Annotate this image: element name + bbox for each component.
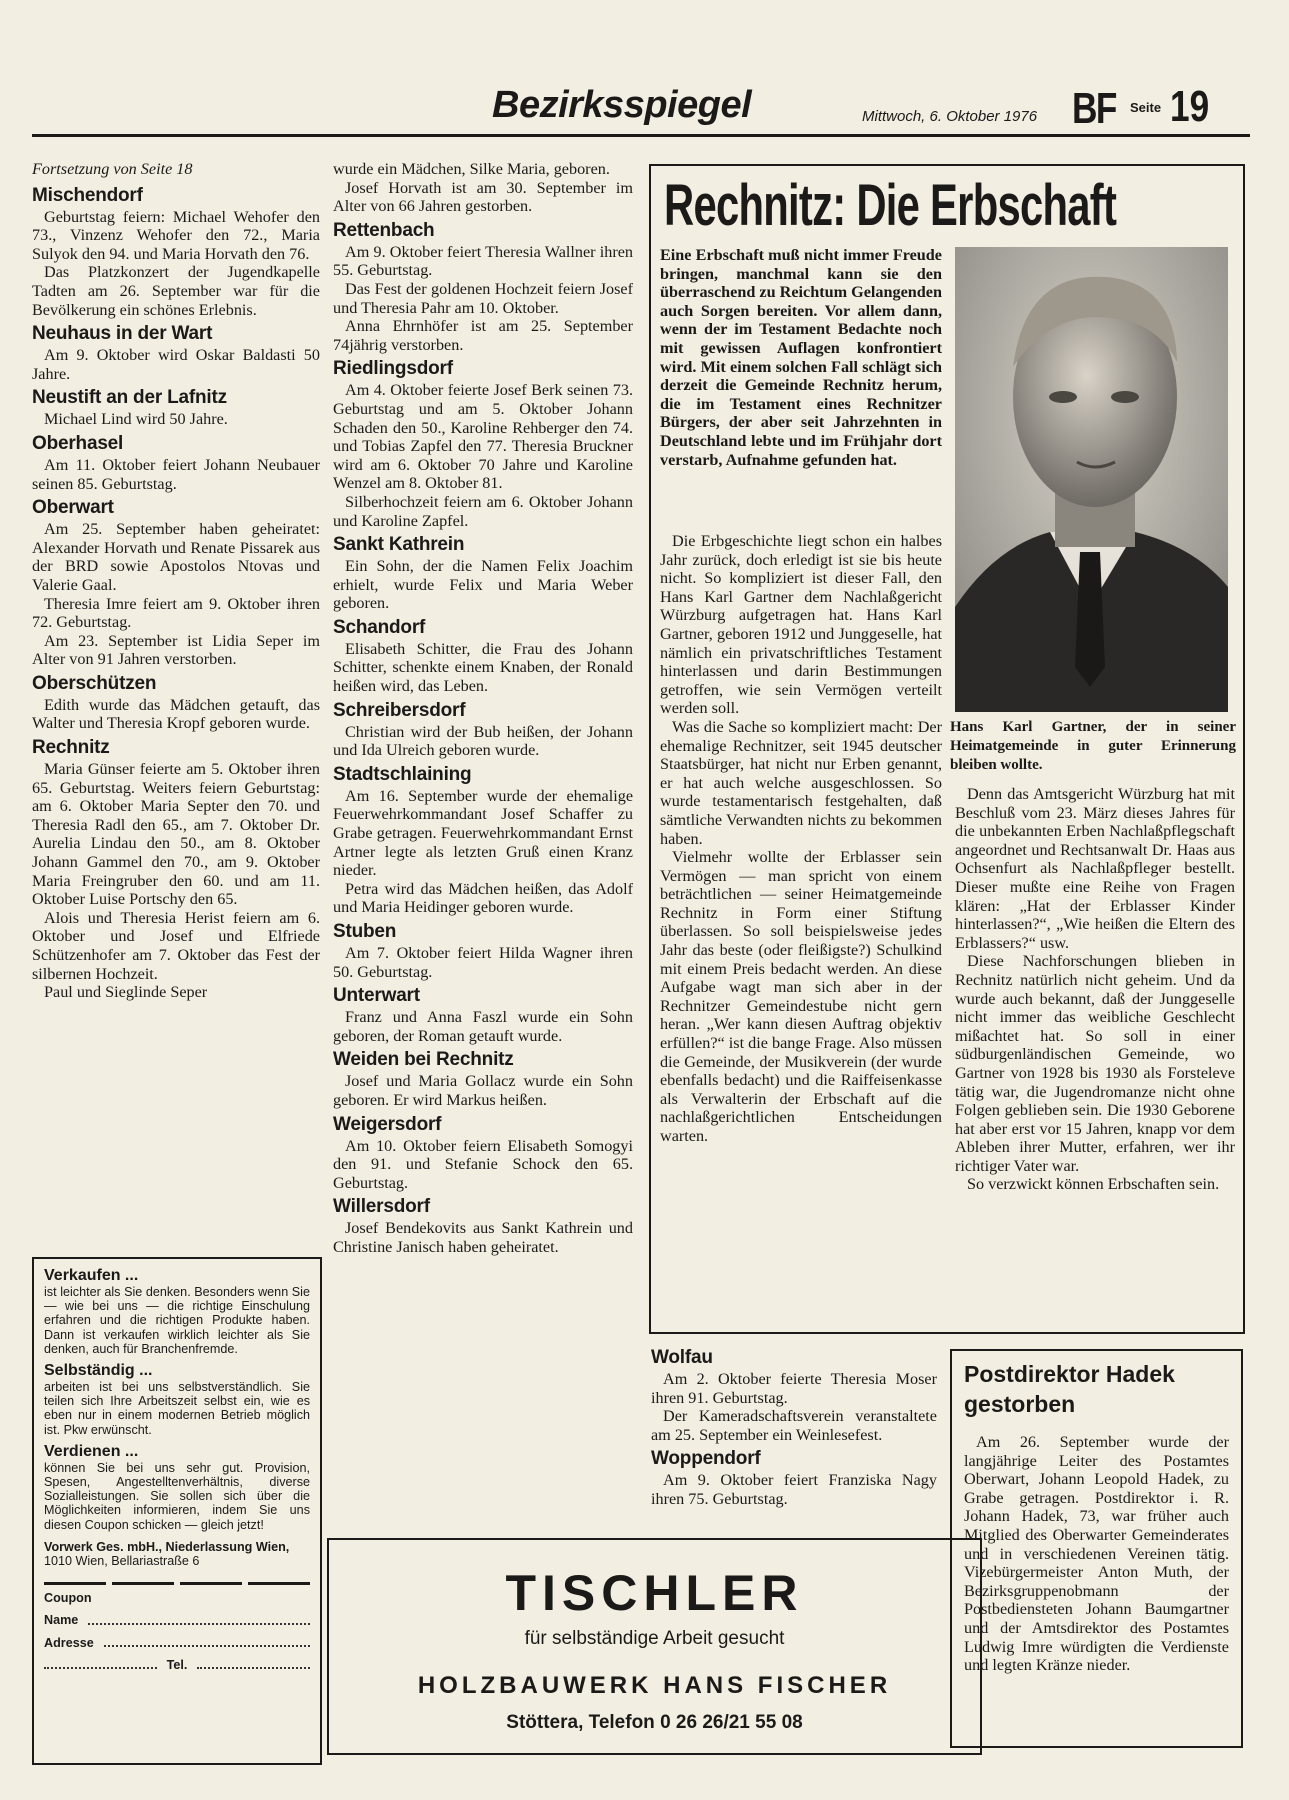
feature-body-left (660, 532, 942, 1146)
newspaper-logo: BF (1072, 84, 1116, 133)
paragraph: Das Fest der goldenen Hochzeit feiern Josef und Theresia Pahr am 10. Oktober. (333, 279, 633, 317)
paragraph: Josef und Maria Gollacz wurde ein Sohn geboren. Er wird Markus heißen. (333, 1072, 633, 1109)
paragraph: Am 26. September wurde der langjährige Leiter des Postamtes Oberwart, Johann Leopold Hadek, zu Grabe getragen. Postdirektor i. R. Johann Hadek, 73, war früher auch Mitglied des Oberwarter Gemeinderates und in verschiedenen Vereinen tätig. Vizebürgermeister Anton Muth, der Bezirksgruppenobmann der Postbediensteten Johann Baumgartner und der Amtsdirektor des Postamtes Ludwig Imre würdigten die Verdienste und legten Kränze nieder. (964, 1433, 1229, 1675)
feature-lead (660, 246, 942, 469)
locality-heading: Wolfau (651, 1347, 713, 1368)
paragraph: Vielmehr wollte der Erblasser sein Vermögen — man spricht von einem beträchtlichen — seiner Heimatgemeinde Rechnitz in Form einer Stiftung überlassen. So soll beispielsweise jedes Jahr das beste (oder fleißigste?) Schulkind mit einem Preis bedacht werden. An diese Aufgabe wagt man sich aber in der Rechnitzer Gemeindestube nicht gern heran. „Wer kann diesen Auftrag objektiv erfüllen?“ ist die bange Frage. Also müssen die Gemeinde, der Musikverein (der wurde ebenfalls bedacht) und die Raiffeisenkasse als Verwalterin der Erbschaft auf die nachlaßgerichtlichen Entscheidungen warten. (660, 848, 942, 1145)
ad-subtitle: für selbständige Arbeit gesucht (524, 1628, 785, 1649)
paragraph: Michael Lind wird 50 Jahre. (44, 410, 228, 429)
coupon-address-field[interactable] (44, 1636, 310, 1650)
paragraph: Ein Sohn, der die Namen Felix Joachim erhielt, wurde Felix und Maria Weber geboren. (333, 557, 633, 613)
coupon-name-field[interactable] (44, 1613, 310, 1627)
paragraph: Am 4. Oktober feierte Josef Berk seinen 73. Geburtstag und am 5. Oktober Johann Schaden den 50., Karoline Rehberger den 74. und Tobias Zapfel den 77. Theresia Bruckner wird am 6. Oktober 70 Jahre und Karoline Wenzel am 8. Oktober 81. (333, 381, 633, 493)
coupon-tel-label: Tel. (166, 1657, 188, 1672)
paragraph: wurde ein Mädchen, Silke Maria, geboren. (333, 160, 610, 178)
ad-contact: Stöttera, Telefon 0 26 26/21 55 08 (506, 1712, 803, 1733)
paragraph: So verzwickt können Erbschaften sein. (967, 1175, 1220, 1194)
feature-body-right (955, 785, 1235, 1194)
photo-caption: Hans Karl Gartner, der in seiner Heimatgemeinde in guter Erinnerung bleiben wollte. (950, 719, 1236, 773)
local-news-column-3 (651, 1343, 937, 1509)
vorwerk-advertisement (32, 1257, 322, 1765)
ad-address: 1010 Wien, Bellariastraße 6 (44, 1554, 200, 1569)
locality-heading: Neustift an der Lafnitz (32, 387, 227, 409)
newspaper-section-title: Bezirksspiegel (492, 84, 752, 126)
locality-heading: Weigersdorf (333, 1113, 442, 1135)
locality-heading: Oberschützen (32, 672, 157, 694)
ad-section-title: Verkaufen ... (44, 1267, 139, 1284)
locality-heading: Rechnitz (32, 737, 110, 759)
paragraph: Die Erbgeschichte liegt schon ein halbes Jahr zurück, doch erledigt ist sie bis heute nicht. So kompliziert ist dieser Fall, den Hans Karl Gartner dem Nachlaßgericht Würzburg aufgetragen hat. Hans Karl Gartner, geboren 1912 und Junggeselle, hat nämlich ein privatschriftliches Testament hinterlassen und darin Bestimmungen getroffen, wie sein Vermögen verteilt werden soll. (660, 532, 942, 718)
ad-section-text: arbeiten ist bei uns selbstverständlich. Sie teilen sich Ihre Arbeitszeit selbst ein, wie es eben nur in einem modernen Betrieb möglich ist. Pkw erwünscht. (44, 1380, 310, 1437)
ad-section (44, 1267, 310, 1356)
ad-section-text: können Sie bei uns sehr gut. Provision, Spesen, Angestelltenverhältnis, diverse Sozialleistungen. Sie sollen sich über die Möglichkeiten informieren, indem Sie uns diesen Coupon schicken — gleich jetzt! (44, 1460, 310, 1532)
paragraph: Theresia Imre feiert am 9. Oktober ihren 72. Geburtstag. (32, 594, 320, 632)
paragraph: Petra wird das Mädchen heißen, das Adolf und Maria Heidinger geboren wurde. (333, 879, 633, 917)
paragraph: Geburtstag feiern: Michael Wehofer den 73., Vinzenz Wehofer den 72., Maria Sulyok den 94. und Maria Horvath den 76. (32, 207, 320, 263)
paragraph: Am 7. Oktober feiert Hilda Wagner ihren 50. Geburtstag. (333, 944, 633, 981)
paragraph: Eine Erbschaft muß nicht immer Freude bringen, manchmal kann sie den überraschend zu Reichtum Gelangenden auch Sorgen bereiten. Vor allem dann, wenn der im Testament Bedachte noch mit gewissen Auflagen konfrontiert wird. Mit einem solchen Fall schlägt sich derzeit die Gemeinde Rechnitz herum, die im Testament eines Rechnitzer Bürgers, der aber seit Jahrzehnten in Deutschland lebte und im Frühjahr dort verstarb, Aufnahme gefunden hat. (660, 246, 942, 469)
locality-heading: Weiden bei Rechnitz (333, 1049, 514, 1071)
locality-heading: Schandorf (333, 616, 426, 638)
paragraph: Am 11. Oktober feiert Johann Neubauer seinen 85. Geburtstag. (32, 455, 320, 493)
issue-date: Mittwoch, 6. Oktober 1976 (862, 108, 1038, 125)
ad-section (44, 1443, 310, 1532)
paragraph: Franz und Anna Faszl wurde ein Sohn geboren, der Roman getauft wurde. (333, 1008, 633, 1045)
ad-section (44, 1362, 310, 1437)
locality-heading: Stuben (333, 921, 397, 942)
paragraph: Anna Ehrnhöfer ist am 25. September 74jährig verstorben. (333, 317, 633, 354)
ad-company: Vorwerk Ges. mbH., Niederlassung Wien, (44, 1539, 290, 1554)
paragraph: Edith wurde das Mädchen getauft, das Walter und Theresia Kropf geboren wurde. (32, 695, 320, 733)
locality-heading: Sankt Kathrein (333, 534, 465, 556)
feature-headline: Rechnitz: Die Erbschaft (664, 173, 1117, 238)
locality-heading: Riedlingsdorf (333, 358, 453, 380)
locality-heading: Woppendorf (651, 1448, 761, 1470)
ad-company: HOLZBAUWERK HANS FISCHER (417, 1672, 892, 1699)
paragraph: Am 9. Oktober feiert Franziska Nagy ihren 75. Geburtstag. (651, 1471, 937, 1508)
portrait-photo (955, 247, 1228, 712)
paragraph: Am 25. September haben geheiratet: Alexander Horvath und Renate Pissarek aus der BRD sowie Apostolos Ntovas und Valerie Gaal. (32, 520, 320, 594)
paragraph: Am 16. September wurde der ehemalige Feuerwehrkommandant Josef Schaffer zu Grabe getragen. Feuerwehrkommandant Ernst Artner legte als letzten Gruß einen Kranz nieder. (333, 786, 633, 880)
locality-heading: Schreibersdorf (333, 699, 466, 721)
paragraph: Der Kameradschaftsverein veranstaltete am 25. September ein Weinlesefest. (651, 1407, 937, 1444)
locality-heading: Rettenbach (333, 219, 435, 241)
paragraph: Maria Günser feierte am 5. Oktober ihren 65. Geburtstag. Weiters feiern Geburtstag: am 6. Oktober Maria Septer den 70. und Theresia Radl den 65., am 7. Oktober Dr. Aurelia Lindau den 50., am 8. Oktober Johann Gammel den 70., am 9. Oktober Maria Freingruber den 60. und am 11. Oktober Luise Portschy den 65. (32, 760, 320, 909)
obituary-text (964, 1433, 1229, 1675)
locality-heading: Mischendorf (32, 184, 143, 206)
paragraph: Silberhochzeit feiern am 6. Oktober Johann und Karoline Zapfel. (333, 492, 633, 530)
coupon-label: Coupon (44, 1591, 92, 1606)
cut-line (44, 1582, 310, 1585)
paragraph: Am 2. Oktober feierte Theresia Moser ihren 91. Geburtstag. (651, 1370, 937, 1407)
coupon-address-label: Adresse (44, 1635, 94, 1650)
paragraph: Am 9. Oktober feiert Theresia Wallner ihren 55. Geburtstag. (333, 242, 633, 280)
page-number: 19 (1170, 82, 1210, 131)
ad-section-title: Verdienen ... (44, 1442, 139, 1460)
header-rule (32, 134, 1250, 137)
continuation-note: Fortsetzung von Seite 18 (32, 160, 193, 178)
ad-title: TISCHLER (505, 1565, 804, 1621)
paragraph: Am 23. September ist Lidia Seper im Alter von 91 Jahren verstorben. (32, 631, 320, 669)
obituary-headline: Postdirektor Hadek gestorben (964, 1361, 1175, 1417)
coupon-tel-field[interactable] (44, 1658, 310, 1672)
obituary-box (950, 1349, 1243, 1748)
paragraph: Am 10. Oktober feiern Elisabeth Somogyi den 91. und Stefanie Schock den 65. Geburtstag. (333, 1136, 633, 1192)
local-news-column-2 (333, 160, 633, 1257)
paragraph: Elisabeth Schitter, die Frau des Johann Schitter, schenkte einem Knaben, der Ronald heißen wird, das Leben. (333, 639, 633, 696)
paragraph: Am 9. Oktober wird Oskar Baldasti 50 Jahre. (32, 346, 320, 383)
locality-heading: Oberwart (32, 497, 114, 519)
locality-heading: Oberhasel (32, 432, 124, 454)
paragraph: Denn das Amtsgericht Würzburg hat mit Beschluß vom 23. März dieses Jahres für die unbekannten Erben Nachlaßpflegschaft angeordnet und Rechtsanwalt Dr. Haas aus Ochsenfurt als Nachlaßpfleger bestellt. Dieser mußte eine Reihe von Fragen klären: „Hat der Erblasser Kinder hinterlassen?“, „Wie heißen die Eltern des Erblassers?“ usw. (955, 785, 1235, 952)
paragraph: Was die Sache so kompliziert macht: Der ehemalige Rechnitzer, seit 1945 deutscher Staatsbürger, hat nicht nur Erben genannt, er hat auch welche ausgeschlossen. So wurde testamentarisch festgehalten, daß sämtliche Verwandten nichts zu bekommen haben. (660, 717, 942, 848)
paragraph: Diese Nachforschungen blieben in Rechnitz natürlich nicht geheim. Und da wurde auch bekannt, daß der Junggeselle nicht immer das weibliche Geschlecht mißachtet hat. So soll in einer südburgenländischen Gemeinde, wo Gartner von 1928 bis 1930 als Forsteleve tätig war, die Jugendromanze nicht ohne Folgen geblieben sein. Die 1930 Geborene hat aber erst vor 15 Jahren, knapp vor dem Ableben ihrer Mutter, erfahren, wer ihr richtiger Vater war. (955, 952, 1235, 1175)
page-label: Seite (1130, 100, 1162, 115)
coupon-name-label: Name (44, 1613, 79, 1628)
paragraph: Paul und Sieglinde Seper (44, 983, 208, 1002)
local-news-column-1 (32, 160, 320, 1002)
locality-heading: Stadtschlaining (333, 763, 472, 785)
paragraph: Das Platzkonzert der Jugendkapelle Tadten am 26. September war für die Bevölkerung ein schönes Erlebnis. (32, 263, 320, 319)
paragraph: Alois und Theresia Herist feiern am 6. Oktober und Josef und Elfriede Schützenhofer am 7. Oktober das Fest der silbernen Hochzeit. (32, 908, 320, 983)
ad-section-title: Selbständig ... (44, 1362, 153, 1380)
locality-heading: Neuhaus in der Wart (32, 323, 213, 345)
paragraph: Josef Horvath ist am 30. September im Alter von 66 Jahren gestorben. (333, 178, 633, 216)
ad-section-text: ist leichter als Sie denken. Besonders wenn Sie — wie bei uns — die richtige Einschulung erfahren und die richtigen Produkte haben. Dann ist verkaufen wirklich leichter als Sie denken, auch für Branchenfremde. (44, 1285, 310, 1356)
paragraph: Christian wird der Bub heißen, der Johann und Ida Ulreich geboren wurde. (333, 722, 633, 760)
paragraph: Josef Bendekovits aus Sankt Kathrein und Christine Janisch haben geheiratet. (333, 1219, 633, 1256)
tischler-advertisement (327, 1538, 982, 1755)
locality-heading: Willersdorf (333, 1196, 430, 1218)
locality-heading: Unterwart (333, 985, 420, 1007)
